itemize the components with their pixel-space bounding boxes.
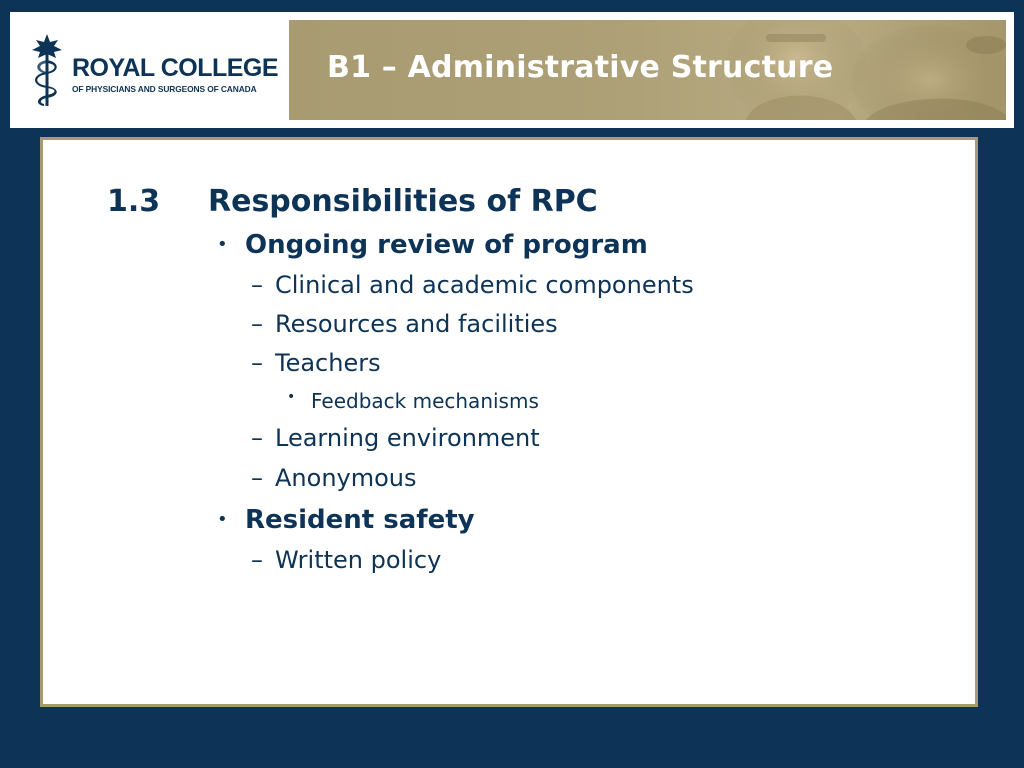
subitem-teachers: [251, 349, 381, 377]
subitem-label: Resources and facilities: [275, 310, 558, 338]
content-panel: [40, 137, 978, 707]
bullet-mark: •: [217, 509, 228, 530]
section-heading: [107, 184, 598, 219]
logo-subtitle: OF PHYSICIANS AND SURGEONS OF CANADA: [72, 84, 257, 94]
subsubitem-label: Feedback mechanisms: [311, 389, 539, 413]
section-number: 1.3: [107, 184, 161, 219]
dash-mark: –: [251, 310, 263, 338]
subitem-written-policy: [251, 546, 441, 574]
caduceus-icon: [30, 32, 64, 108]
subitem-learning-environment: [251, 424, 540, 452]
subitem-label: Written policy: [275, 546, 442, 574]
dash-mark: –: [251, 464, 263, 492]
bullet-mark: •: [287, 389, 296, 405]
bullet-mark: •: [217, 234, 228, 255]
subitem-clinical: [251, 271, 694, 299]
logo-name: ROYAL COLLEGE: [72, 54, 279, 82]
subitem-label: Anonymous: [275, 464, 417, 492]
subitem-label: Learning environment: [275, 424, 540, 452]
bullet-label: Ongoing review of program: [245, 230, 648, 260]
section-title: Responsibilities of RPC: [208, 184, 598, 219]
bullet-resident-safety: [217, 505, 475, 535]
dash-mark: –: [251, 349, 263, 377]
bullet-ongoing-review: [217, 230, 648, 260]
subitem-label: Clinical and academic components: [275, 271, 694, 299]
royal-college-logo: [10, 12, 288, 128]
bullet-label: Resident safety: [245, 505, 475, 535]
slide-header: [10, 12, 1014, 128]
title-band: [289, 20, 1006, 120]
slide-title: B1 – Administrative Structure: [327, 50, 834, 85]
subitem-label: Teachers: [275, 349, 381, 377]
dash-mark: –: [251, 424, 263, 452]
subsubitem-feedback: [287, 389, 539, 413]
dash-mark: –: [251, 546, 263, 574]
subitem-anonymous: [251, 464, 417, 492]
dash-mark: –: [251, 271, 263, 299]
subitem-resources: [251, 310, 558, 338]
